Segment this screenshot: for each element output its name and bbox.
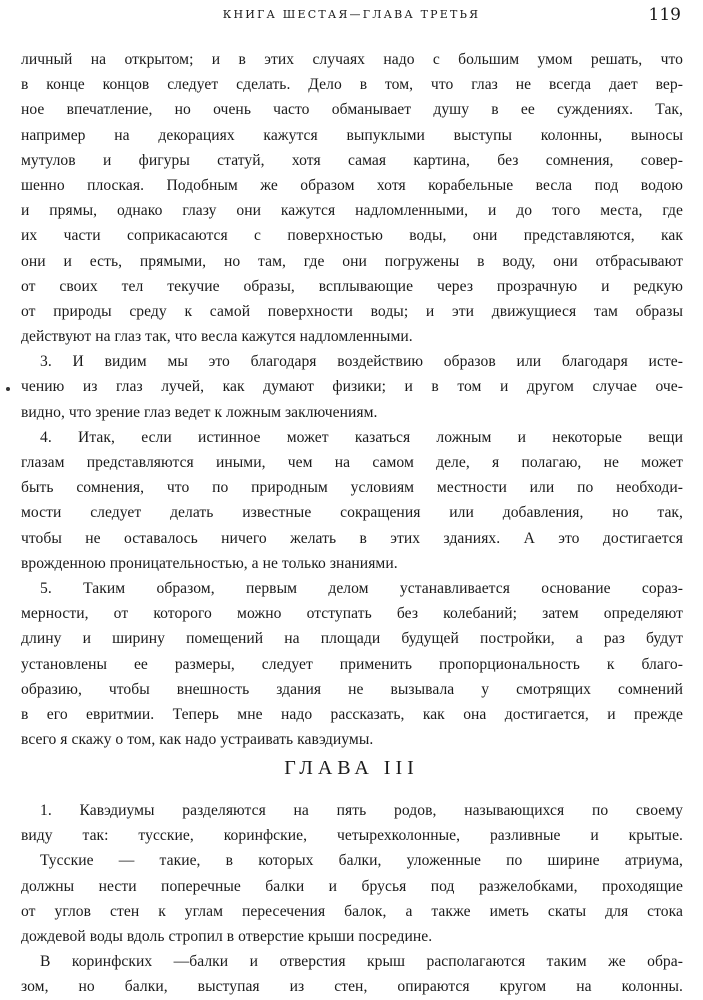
text-line: действуют на глаз так, что весла кажутся надломленными. bbox=[21, 328, 413, 346]
text-line: глазам представляются иными, чем на самом деле, я полагаю, не может bbox=[21, 454, 683, 471]
page-number: 119 bbox=[648, 5, 681, 25]
section-body-2 bbox=[21, 798, 683, 1000]
text-line: видно, что зрение глаз ведет к ложным заключениям. bbox=[21, 403, 378, 421]
text-line: от своих тел текучие образы, всплывающие через прозрачную и редкую bbox=[21, 277, 683, 295]
chapter-heading: ГЛАВА III bbox=[284, 757, 419, 779]
text-line: шенно плоская. Подобным же образом хотя корабельные весла под водою bbox=[21, 176, 683, 194]
text-line: от природы среду к самой поверхности воды; и эти движущиеся там образы bbox=[21, 302, 683, 320]
margin-mark bbox=[6, 387, 10, 391]
text-line: мерности, от которого можно отступать без колебаний; затем определяют bbox=[21, 605, 683, 623]
text-line: образию, чтобы внешность здания не вызывала у смотрящих сомнений bbox=[21, 680, 683, 698]
text-line: дождевой воды вдоль стропил в отверстие крыши посредине. bbox=[21, 927, 433, 945]
text-line: врожденною проницательностью, а не только знаниями. bbox=[21, 554, 398, 572]
text-line: ное впечатление, но очень часто обманывает душу в ее суждениях. Так, bbox=[21, 101, 683, 119]
text-line: длину и ширину помещений на площади будущей постройки, а раз будут bbox=[21, 630, 683, 648]
text-line: в конце концов следует сделать. Дело в том, что глаз не всегда дает вер- bbox=[21, 76, 683, 94]
text-line: в его евритмии. Теперь мне надо рассказать, как она достигается, и прежде bbox=[21, 705, 683, 723]
text-line: они и есть, прямыми, но там, где они погружены в воду, они отбрасывают bbox=[21, 252, 683, 270]
text-line: установлены ее размеры, следует применить пропорциональность к благо- bbox=[21, 655, 683, 673]
text-line: например на декорациях кажутся выпуклыми выступы колонны, выносы bbox=[21, 126, 683, 144]
section-body-1 bbox=[21, 47, 683, 752]
text-line: от углов стен к углам пересечения балок, а также иметь скаты для стока bbox=[21, 902, 683, 920]
running-head: КНИГА ШЕСТАЯ—ГЛАВА ТРЕТЬЯ bbox=[222, 8, 481, 21]
text-line: чтобы не оставалось ничего желать в этих зданиях. А это достигается bbox=[21, 529, 683, 547]
paragraph-tusskie-start: Тусские — такие, в которых балки, уложенные по ширине атриума, bbox=[40, 852, 683, 870]
text-line: зом, но балки, выступая из стен, опираются кругом на колонны. bbox=[21, 978, 683, 996]
text-line: мутулов и фигуры статуй, хотя самая картина, без сомнения, совер- bbox=[21, 151, 683, 169]
text-line: быть сомнения, что по природным условиям местности или по необходи- bbox=[21, 479, 683, 497]
text-line: должны нести поперечные балки и брусья под разжелобками, проходящие bbox=[21, 877, 683, 895]
text-line: и прямы, однако глазу они кажутся надломленными, и до того места, где bbox=[21, 202, 683, 220]
text-line: мости следует делать известные сокращения или добавления, но так, bbox=[21, 504, 683, 522]
page-header bbox=[0, 5, 703, 27]
text-line: виду так: тусские, коринфские, четырехколонные, разливные и крытые. bbox=[21, 827, 683, 845]
paragraph-4-start: 4. Итак, если истинное может казаться ложным и некоторые вещи bbox=[40, 428, 683, 446]
paragraph-3-start: 3. И видим мы это благодаря воздействию образов или благодаря исте- bbox=[40, 353, 683, 371]
text-line: личный на открытом; и в этих случаях надо с большим умом решать, что bbox=[21, 51, 683, 68]
text-line: их части соприкасаются с поверхностью воды, они представляются, как bbox=[21, 227, 683, 245]
paragraph-korinfskie-start: В коринфских —балки и отверстия крыш располагаются таким же обра- bbox=[40, 953, 683, 971]
text-line: чению из глаз лучей, как думают физики; и в том и другом случае оче- bbox=[21, 378, 683, 396]
paragraph-5-start: 5. Таким образом, первым делом устанавливается основание сораз- bbox=[40, 579, 683, 597]
text-line: всего я скажу о том, как надо устраивать кавэдиумы. bbox=[21, 731, 374, 749]
paragraph-1-start: 1. Кавэдиумы разделяются на пять родов, называющихся по своему bbox=[40, 802, 683, 819]
